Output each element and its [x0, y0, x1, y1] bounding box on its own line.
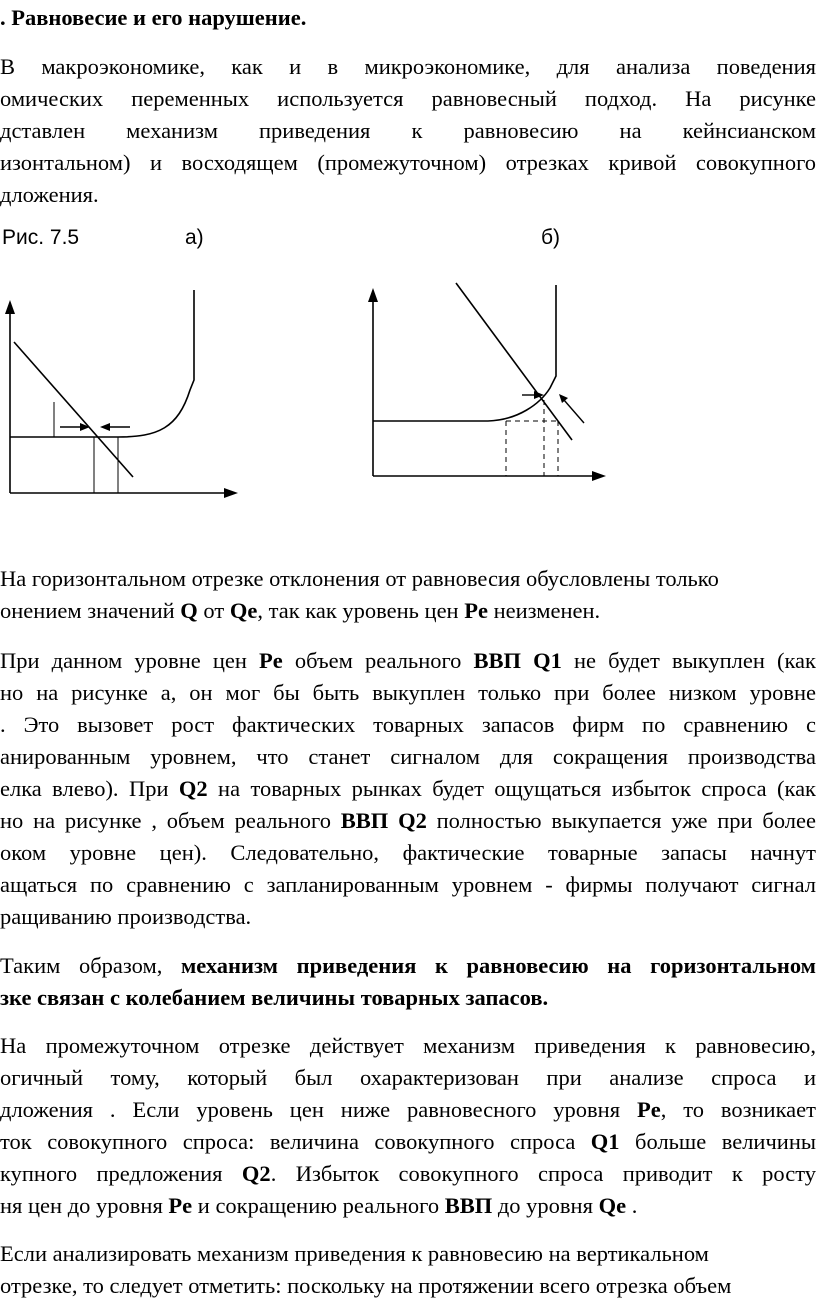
text: елка влево). При — [0, 776, 179, 801]
paragraph-3-line-8: ащаться по сравнению с запланированным уровнем - фирмы получают сигнал — [0, 872, 816, 897]
term-pe: Pe — [636, 1097, 661, 1122]
paragraph-6-line-2: отрезке, то следует отметить: поскольку на протяжении всего отрезка объем — [0, 1273, 732, 1298]
paragraph-3-line-2: но на рисунке а, он мог бы быть выкуплен только при более низком уровне — [0, 680, 816, 705]
text: но на рисунке , объем реального — [0, 808, 341, 833]
text: . — [626, 1193, 638, 1218]
paragraph-3-line-6 — [0, 805, 816, 837]
figure-b-arrow-up-left — [564, 400, 584, 423]
text: на товарных рынках будет ощущаться избыток спроса (как — [207, 776, 816, 801]
text: дложения . Если уровень цен ниже равновесного уровня — [0, 1097, 637, 1122]
text: При данном уровне цен — [0, 648, 260, 673]
term-pe: Pe — [168, 1193, 193, 1218]
figure-caption: Рис. 7.5 — [2, 226, 80, 249]
text: не будет выкуплен (как — [561, 648, 816, 673]
text: , так как уровень цен — [257, 598, 465, 623]
figure-a-supply-curve — [10, 290, 194, 437]
figure-b-y-arrowhead — [368, 288, 378, 302]
paragraph-5-line-6 — [0, 1190, 816, 1222]
paragraph-4-line-1 — [0, 950, 816, 982]
paragraph-2-line-2 — [0, 595, 816, 627]
text: . Избыток совокупного спроса приводит к росту — [270, 1161, 816, 1186]
text: до уровня — [492, 1193, 599, 1218]
term-q: Q — [180, 598, 198, 623]
figure-a-x-arrowhead — [224, 488, 238, 498]
figure-b-diagram — [360, 280, 620, 510]
paragraph-5-line-1: На промежуточном отрезке действует механизм приведения к равновесию, — [0, 1033, 816, 1058]
paragraph-3-line-5 — [0, 773, 816, 805]
paragraph-3-line-7: оком уровне цен). Следовательно, фактические товарные запасы начнут — [0, 840, 816, 865]
term-vvp-q1: ВВП Q1 — [473, 648, 562, 673]
figure-b-x-arrowhead — [592, 471, 606, 481]
paragraph-5-line-4 — [0, 1126, 816, 1158]
text: ня цен до уровня — [0, 1193, 169, 1218]
text: купного предложения — [0, 1161, 242, 1186]
paragraph-1-line-3: дставлен механизм приведения к равновесию на кейнсианском — [0, 118, 816, 143]
paragraph-4-line-2 — [0, 982, 816, 1014]
bold-conclusion: механизм приведения к равновесию на горизонтальном — [180, 953, 816, 978]
paragraph-3-line-9: ращиванию производства. — [0, 904, 252, 929]
text: объем реального — [282, 648, 474, 673]
figure-label-a: а) — [185, 226, 204, 249]
text: Таким образом, — [0, 953, 181, 978]
figure-b-supply-curve — [373, 285, 556, 421]
bold-conclusion: зке связан с колебанием величины товарных запасов. — [0, 985, 549, 1010]
paragraph-6-line-1: Если анализировать механизм приведения к равновесию на вертикальном — [0, 1241, 709, 1266]
paragraph-3-line-1 — [0, 645, 816, 677]
paragraph-1-line-2: омических переменных используется равновесный подход. На рисунке — [0, 86, 816, 111]
term-vvp: ВВП — [444, 1193, 493, 1218]
term-qe: Qe — [229, 598, 258, 623]
text: полностью выкупается уже при более — [426, 808, 816, 833]
term-pe: Pe — [259, 648, 283, 673]
paragraph-2-line-1: На горизонтальном отрезке отклонения от равновесия обусловлены только — [0, 566, 719, 591]
term-q2: Q2 — [178, 776, 208, 801]
figure-label-b: б) — [541, 226, 561, 249]
figure-a-demand-curve — [14, 342, 133, 477]
text: ток совокупного спроса: величина совокупного спроса — [0, 1129, 591, 1154]
term-q2: Q2 — [241, 1161, 271, 1186]
paragraph-3-line-4: анированным уровнем, что станет сигналом для сокращения производства — [0, 744, 816, 769]
term-pe: Pe — [464, 598, 488, 623]
paragraph-3-line-3: . Это вызовет рост фактических товарных запасов фирм по сравнению с — [0, 712, 816, 737]
text: , то возникает — [660, 1097, 816, 1122]
text: неизменен. — [487, 598, 601, 623]
paragraph-5-line-2: огичный тому, который был охарактеризован при анализе спроса и — [0, 1065, 816, 1090]
figure-a-y-arrowhead — [5, 300, 15, 314]
paragraph-5-line-5 — [0, 1158, 816, 1190]
section-heading: . Равновесие и его нарушение. — [0, 5, 307, 30]
paragraph-1-line-5: дложения. — [0, 182, 99, 207]
figure-a-diagram — [0, 280, 250, 510]
text: онением значений — [0, 598, 181, 623]
term-qe: Qe — [598, 1193, 627, 1218]
paragraph-5-line-3 — [0, 1094, 816, 1126]
term-q1: Q1 — [590, 1129, 620, 1154]
text: больше величины — [619, 1129, 816, 1154]
text: от — [197, 598, 230, 623]
term-vvp-q2: ВВП Q2 — [340, 808, 427, 833]
paragraph-1-line-1: В макроэкономике, как и в микроэкономике, для анализа поведения — [0, 54, 816, 79]
text: и сокращению реального — [192, 1193, 445, 1218]
paragraph-1-line-4: изонтальном) и восходящем (промежуточном) отрезках кривой совокупного — [0, 150, 816, 175]
